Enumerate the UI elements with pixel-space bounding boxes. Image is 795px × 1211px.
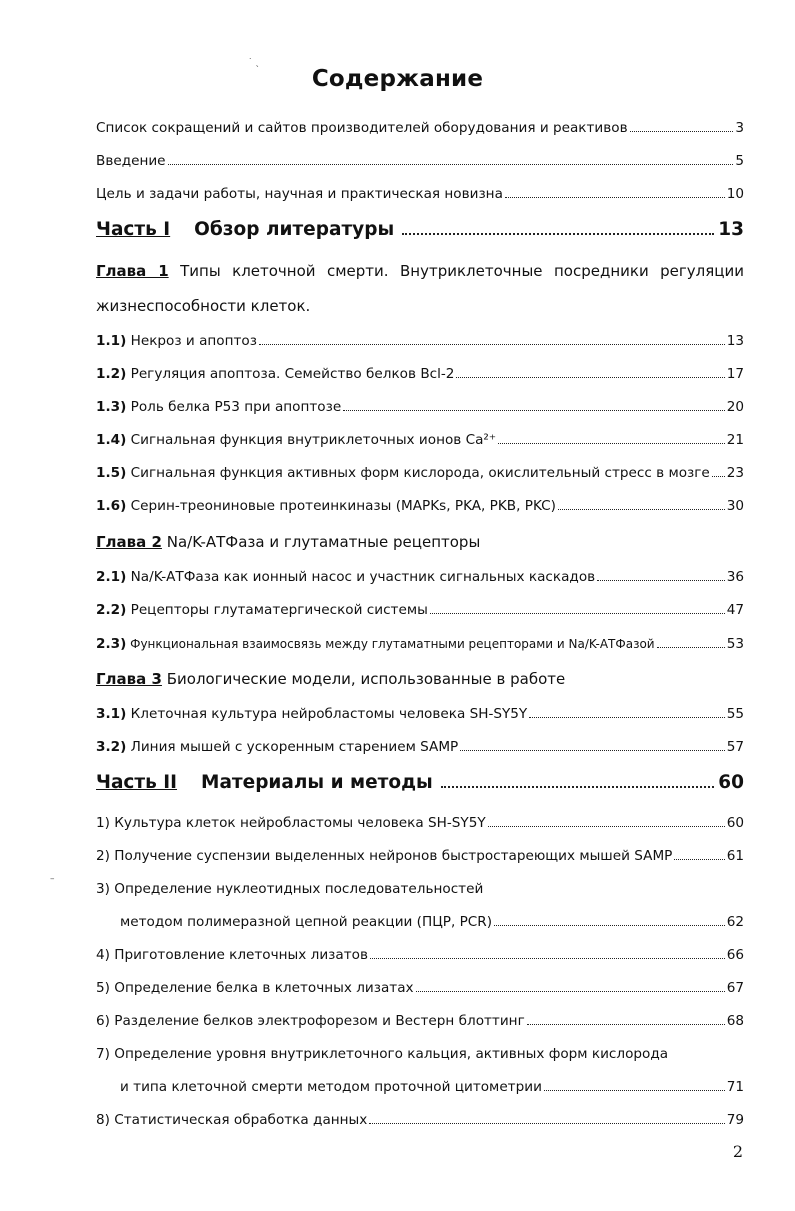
toc-entry[interactable]	[96, 498, 744, 514]
toc-entry-page: 20	[726, 399, 744, 415]
dot-leader	[674, 859, 724, 860]
dot-leader	[402, 233, 714, 235]
toc-entry[interactable]	[96, 739, 744, 755]
toc-entry-label: 1.2) Регуляция апоптоза. Семейство белков Bcl-2	[96, 366, 455, 382]
dot-leader	[369, 1123, 724, 1124]
dot-leader	[494, 925, 725, 926]
toc-entry-label: 2) Получение суспензии выделенных нейронов быстростареющих мышей SAMP	[96, 848, 673, 864]
part-page: 13	[718, 219, 744, 240]
part-label: Часть I	[96, 219, 171, 240]
toc-entry-label: Цель и задачи работы, научная и практическая новизна	[96, 186, 503, 202]
toc-entry-label-continuation: методом полимеразной цепной реакции (ПЦР, PCR)	[120, 914, 493, 930]
toc-entry-page: 10	[726, 186, 744, 202]
toc-entry-page: 17	[726, 366, 744, 382]
dot-leader	[370, 958, 725, 959]
toc-entry[interactable]	[120, 914, 744, 930]
dot-leader	[712, 476, 725, 477]
dot-leader	[597, 580, 725, 581]
toc-entry[interactable]	[96, 980, 744, 996]
toc-entry-label: 7) Определение уровня внутриклеточного кальция, активных форм кислорода	[96, 1046, 669, 1062]
toc-entry[interactable]	[96, 569, 744, 585]
toc-entry-page: 23	[726, 465, 744, 481]
dot-leader	[456, 377, 724, 378]
toc-entry-page: 57	[726, 739, 744, 755]
scan-speck: ˙ ˎ	[248, 58, 260, 68]
toc-entry-first-line[interactable]	[96, 881, 744, 897]
toc-entry-label: 1.4) Сигнальная функция внутриклеточных ионов Ca²⁺	[96, 432, 497, 448]
toc-entry[interactable]	[96, 602, 744, 618]
toc-entry-label: 2.2) Рецепторы глутаматергической системы	[96, 602, 428, 618]
toc-entry-page: 30	[726, 498, 744, 514]
chapter-label: Глава 2	[96, 533, 162, 551]
toc-entry[interactable]	[96, 399, 744, 415]
toc-entry-label: 2.1) Na/K-АТФаза как ионный насос и участник сигнальных каскадов	[96, 569, 596, 585]
toc-entry-page: 53	[726, 636, 744, 652]
toc-entry-page: 21	[726, 432, 744, 448]
toc-entry-label: 1.3) Роль белка Р53 при апоптозе	[96, 399, 342, 415]
part-heading[interactable]	[96, 219, 744, 240]
toc-entry-page: 3	[735, 120, 744, 136]
toc-entry-page: 5	[735, 153, 744, 169]
toc-entry-label: 8) Статистическая обработка данных	[96, 1112, 368, 1128]
toc-entry-page: 36	[726, 569, 744, 585]
chapter-label: Глава 1	[96, 262, 169, 280]
dot-leader	[505, 197, 725, 198]
toc-entry-page: 71	[726, 1079, 744, 1095]
toc-entry[interactable]	[96, 366, 744, 382]
dot-leader	[498, 443, 725, 444]
dot-leader	[430, 613, 725, 614]
toc-entry-label: 1) Культура клеток нейробластомы человека SH-SY5Y	[96, 815, 486, 831]
toc-entry-label: 1.6) Серин-треониновые протеинкиназы (MAPKs, PKA, PKB, PKC)	[96, 498, 556, 514]
toc-entry-label: 1.5) Сигнальная функция активных форм кислорода, окислительный стресс в мозге	[96, 465, 710, 481]
toc-entry-label: 3) Определение нуклеотидных последовательностей	[96, 881, 484, 897]
toc-entry-page: 66	[726, 947, 744, 963]
toc-entry-label: 2.3) Функциональная взаимосвязь между глутаматными рецепторами и Na/K-АТФазой	[96, 636, 655, 652]
toc-entry[interactable]	[96, 333, 744, 349]
toc-entry-label: 6) Разделение белков электрофорезом и Вестерн блоттинг	[96, 1013, 525, 1029]
chapter-title-continuation: жизнеспособности клеток.	[96, 297, 311, 315]
toc-entry-label: 3.2) Линия мышей с ускоренным старением SAMP	[96, 739, 459, 755]
dot-leader	[259, 344, 725, 345]
part-title: Обзор литературы	[194, 219, 395, 240]
toc-entry[interactable]	[96, 1112, 744, 1128]
toc-entry-label: Список сокращений и сайтов производителей оборудования и реактивов	[96, 120, 628, 136]
toc-entry[interactable]	[96, 465, 744, 481]
dot-leader	[529, 717, 724, 718]
toc-entry-page: 62	[726, 914, 744, 930]
dot-leader	[527, 1024, 725, 1025]
dot-leader	[630, 131, 734, 132]
toc-entry-first-line[interactable]	[96, 1046, 744, 1062]
dot-leader	[488, 826, 725, 827]
scan-speck: –	[50, 874, 55, 884]
toc-entry-page: 13	[726, 333, 744, 349]
toc-entry[interactable]	[96, 432, 744, 448]
toc-entry-page: 67	[726, 980, 744, 996]
toc-entry[interactable]	[96, 186, 744, 202]
toc-entry-label: 3.1) Клеточная культура нейробластомы человека SH-SY5Y	[96, 706, 528, 722]
dot-leader	[168, 164, 734, 165]
dot-leader	[460, 750, 724, 751]
part-page: 60	[718, 772, 744, 793]
toc-entry-label: 5) Определение белка в клеточных лизатах	[96, 980, 414, 996]
toc-entry-page: 79	[726, 1112, 744, 1128]
part-heading[interactable]	[96, 772, 744, 793]
toc-entry[interactable]	[96, 1013, 744, 1029]
chapter-title: Na/K-АТФаза и глутаматные рецепторы	[166, 533, 481, 551]
toc-entry-label: 1.1) Некроз и апоптоз	[96, 333, 257, 349]
dot-leader	[544, 1090, 725, 1091]
chapter-title: Биологические модели, использованные в работе	[166, 670, 566, 688]
chapter-label: Глава 3	[96, 670, 162, 688]
part-label: Часть II	[96, 772, 178, 793]
toc-entry-label: 4) Приготовление клеточных лизатов	[96, 947, 368, 963]
toc-entry[interactable]	[96, 815, 744, 831]
toc-entry[interactable]	[96, 947, 744, 963]
chapter-heading[interactable]	[96, 670, 744, 688]
chapter-heading[interactable]	[96, 533, 744, 551]
toc-entry[interactable]	[96, 120, 744, 136]
toc-entry[interactable]	[120, 1079, 744, 1095]
dot-leader	[441, 786, 714, 788]
chapter-title: Типы клеточной смерти. Внутриклеточные посредники регуляции	[180, 262, 744, 280]
toc-entry-page: 68	[726, 1013, 744, 1029]
dot-leader	[558, 509, 725, 510]
toc-entry[interactable]	[96, 636, 744, 652]
toc-entry[interactable]	[96, 848, 744, 864]
toc-entry[interactable]	[96, 153, 744, 169]
dot-leader	[657, 647, 725, 648]
toc-entry-page: 61	[726, 848, 744, 864]
chapter-heading[interactable]	[96, 262, 744, 280]
part-title: Материалы и методы	[201, 772, 433, 793]
toc-entry-page: 47	[726, 602, 744, 618]
toc-entry-page: 60	[726, 815, 744, 831]
toc-entry[interactable]	[96, 706, 744, 722]
dot-leader	[343, 410, 724, 411]
dot-leader	[416, 991, 725, 992]
toc-entry-label: Введение	[96, 153, 166, 169]
page-number: 2	[732, 1142, 743, 1161]
page-title: Содержание	[311, 66, 484, 92]
toc-entry-label-continuation: и типа клеточной смерти методом проточной цитометрии	[120, 1079, 542, 1095]
toc-entry-page: 55	[726, 706, 744, 722]
